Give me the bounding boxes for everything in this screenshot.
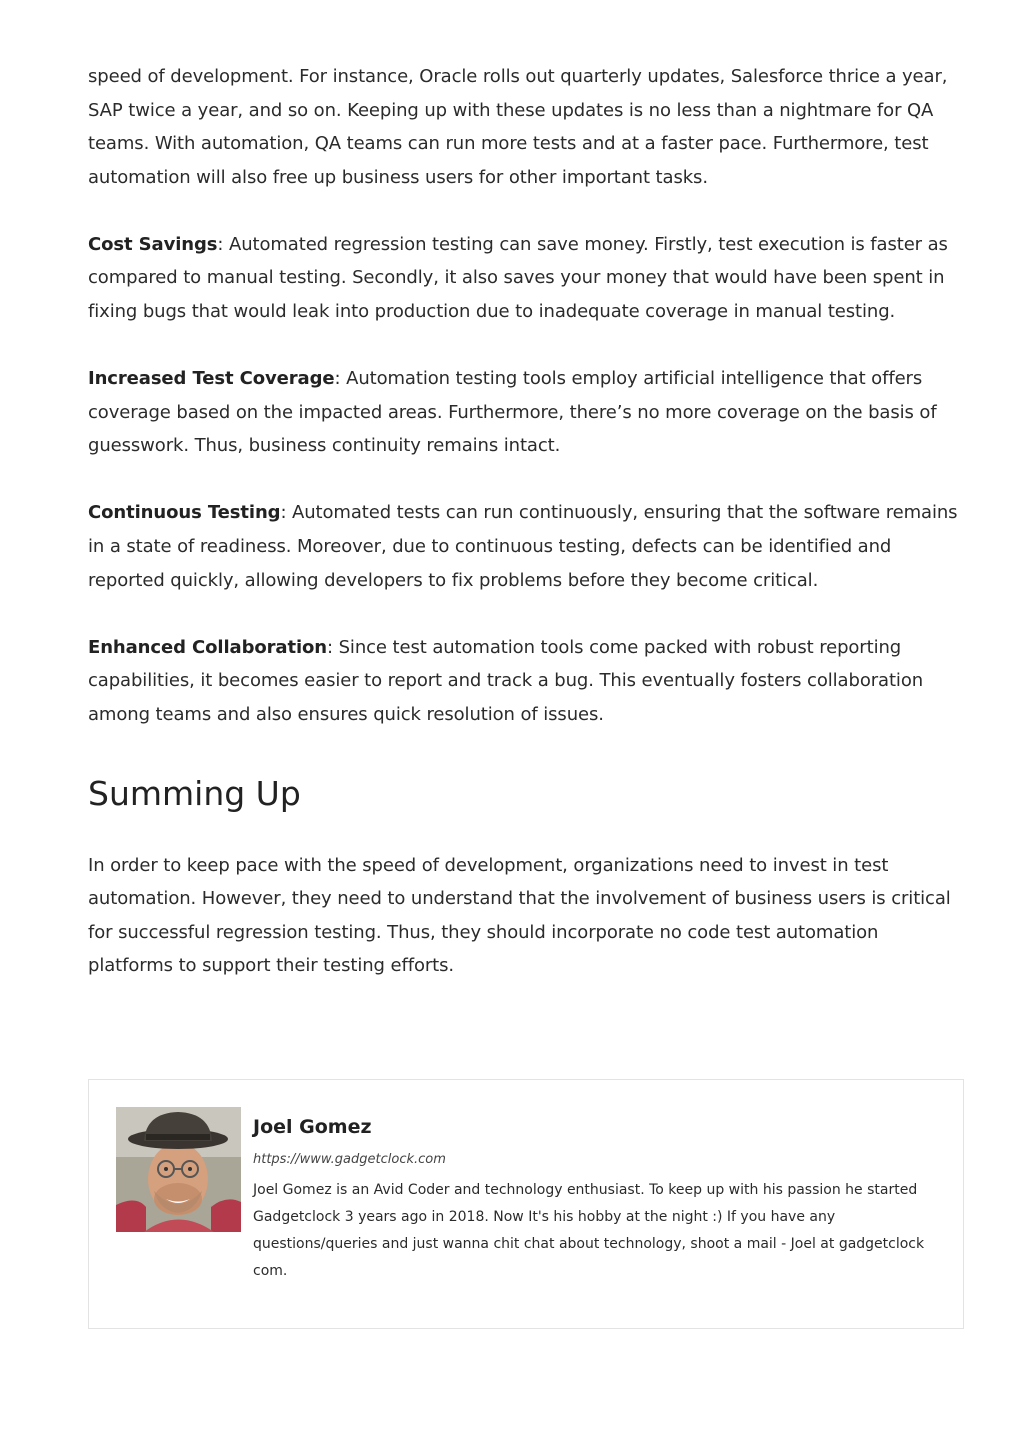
author-avatar <box>116 1107 241 1232</box>
cost-savings-lead: Cost Savings <box>88 233 218 255</box>
paragraph-test-coverage <box>88 362 968 463</box>
cost-savings-text: : Automated regression testing can save money. Firstly, test execution is faster as compared to manual testing. Secondly, it also saves your money that would have been spent in fixing bugs that would leak into production due to inadequate coverage in manual testing. <box>88 233 948 323</box>
paragraph-intro-text: speed of development. For instance, Oracle rolls out quarterly updates, Salesforce thrice a year, SAP twice a year, and so on. Keeping up with these updates is no less than a nightmare for QA teams. With automation, QA teams can run more tests and at a faster pace. Furthermore, test automation will also free up business users for other important tasks. <box>88 66 948 188</box>
author-box <box>88 1079 964 1329</box>
summing-up-paragraph: In order to keep pace with the speed of development, organizations need to invest in test automation. However, they need to understand that the involvement of business users is critical for successful regression testing. Thus, they should incorporate no code test automation platforms to support their testing efforts. <box>88 854 951 977</box>
collaboration-lead: Enhanced Collaboration <box>88 636 328 658</box>
author-name: Joel Gomez <box>253 1116 372 1138</box>
continuous-testing-text: : Automated tests can run continuously, ensuring that the software remains in a state of readiness. Moreover, due to continuous testing, defects can be identified and reported quickly, allowing developers to fix problems before they become critical. <box>88 502 958 591</box>
collaboration-text: : Since test automation tools come packed with robust reporting capabilities, it becomes easier to report and track a bug. This eventually fosters collaboration among teams and also ensures quick resolution of issues. <box>88 636 924 725</box>
paragraph-continuous-testing <box>88 496 968 597</box>
paragraph-cost-savings <box>88 228 968 329</box>
article-body <box>88 60 968 1016</box>
test-coverage-lead: Increased Test Coverage <box>88 368 335 390</box>
paragraph-intro <box>88 60 968 194</box>
author-info <box>253 1114 943 1285</box>
author-bio: Joel Gomez is an Avid Coder and technology enthusiast. To keep up with his passion he started Gadgetclock 3 years ago in 2018. Now It's his hobby at the night :) If you have any questions/queries and just wanna chit chat about technology, shoot a mail - Joel at gadgetclock com. <box>253 1182 925 1279</box>
test-coverage-text: : Automation testing tools employ artificial intelligence that offers coverage based on the impacted areas. Furthermore, there’s no more coverage on the basis of guesswork. Thus, business continuity remains intact. <box>88 368 937 457</box>
summing-up-heading: Summing Up <box>88 773 301 813</box>
author-avatar-image <box>116 1107 241 1232</box>
paragraph-collaboration <box>88 631 968 732</box>
author-website-link[interactable]: https://www.gadgetclock.com <box>253 1152 446 1167</box>
continuous-testing-lead: Continuous Testing <box>88 502 281 524</box>
